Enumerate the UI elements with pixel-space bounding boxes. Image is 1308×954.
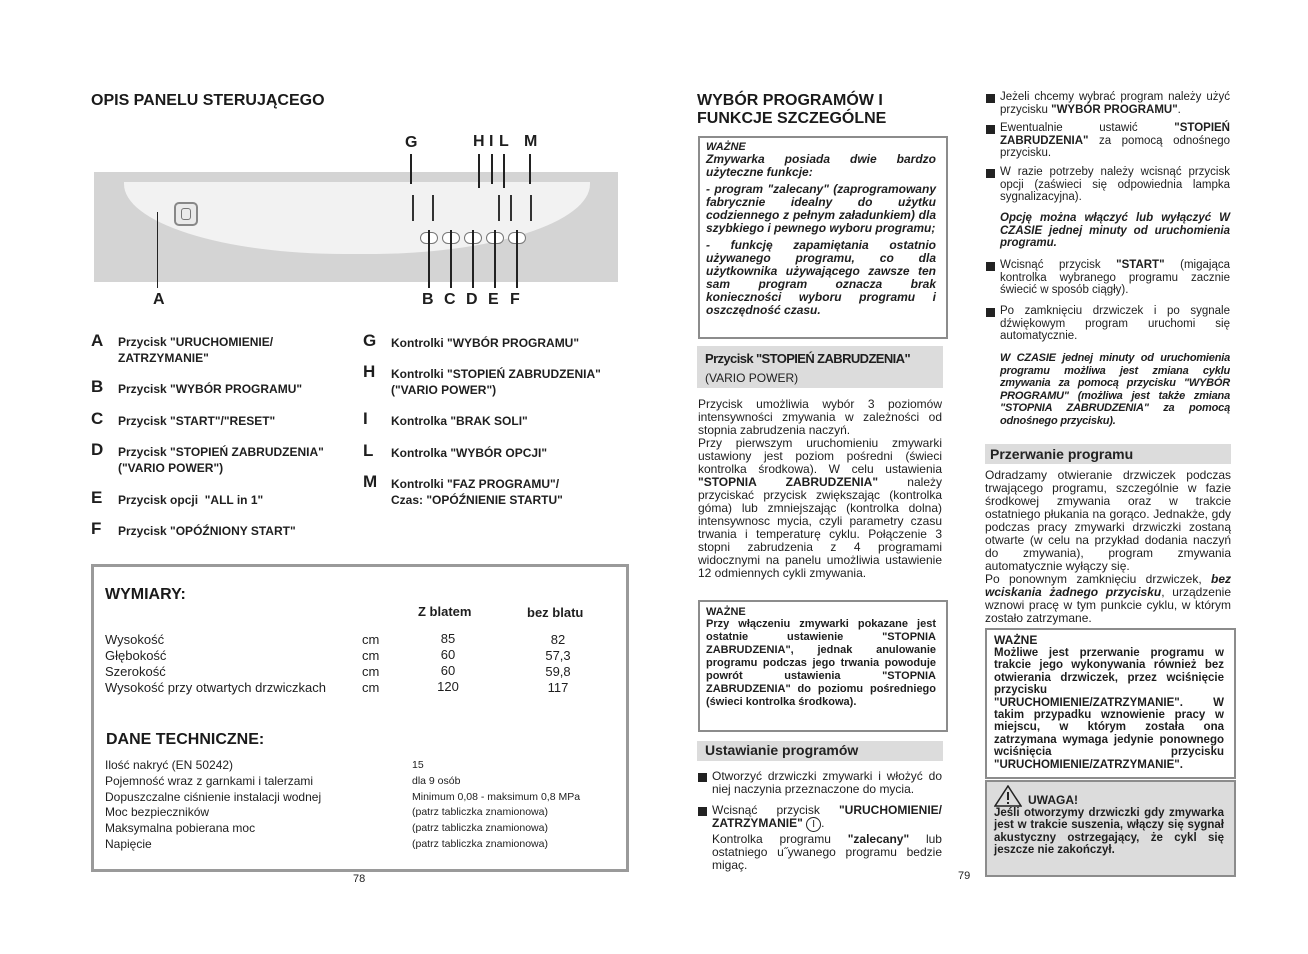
legend-text-g: Kontrolki "WYBÓR PROGRAMU" (391, 336, 580, 350)
fig-letter-e: E (488, 291, 499, 308)
dimensions-title: WYMIARY: (105, 586, 186, 603)
fig-letter-h: H (473, 133, 485, 150)
legend-text-m: Kontrolki "FAZ PROGRAMU"/ Czas: "OPÓŹNIENIE STARTU" (391, 477, 563, 507)
legend-text-a: Przycisk "URUCHOMIENIE/ ZATRZYMANIE" (118, 335, 274, 365)
legend-text-e: Przycisk opcji "ALL in 1" (118, 493, 264, 507)
leader-line-i (491, 154, 493, 184)
vario-power-text: Przycisk umożliwia wybór 3 poziomów intensywności zmywania w zależności od stopnia zabrudzenia naczyń. Przy pierwszym uruchomieniu zmywarki ustawiony jest poziom pośredni (świeci kontrolka środkowa). W celu ustawienia "STOPNIA ZABRUDZENIA" należy przyciskać przycisk zwiększając (kontrolka góma) lub zmniejszając (kontrolka dolna) intensywnosc mycia, czyli parametry czasu trwania i temperaturę cyklu. Połączenie 3 stopni zabrudzenia z 4 programami widocznymi na panelu umożliwia ustawienie 12 odmiennych cykli zmywania. (698, 397, 942, 580)
step-select-program: Jeżeli chcemy wybrać program należy użyć przycisku "WYBÓR PROGRAMU". (1000, 91, 1230, 116)
page-number-right: 79 (958, 870, 971, 882)
dimensions-with-top-values: 85 60 60 120 (437, 631, 459, 694)
control-panel-figure (94, 172, 618, 282)
leader-line-d (472, 230, 474, 288)
legend-key-i: I (363, 409, 368, 428)
leader-line-a (157, 212, 158, 288)
step-close-door: Po zamknięciu drzwiczek i po sygnale dźwiękowym program uruchomi się automatycznie. (1000, 305, 1230, 342)
leader-line-g (410, 154, 412, 184)
soil-level-leds-icon (480, 195, 500, 221)
legend-text-d: Przycisk "STOPIEŃ ZABRUDZENIA" ("VARIO POWER") (118, 445, 324, 475)
legend-key-d: D (91, 440, 104, 459)
dimensions-units: cm cm cm cm (362, 632, 380, 695)
leader-line-e (494, 230, 496, 288)
bullet-icon (986, 262, 995, 271)
legend-key-f: F (91, 519, 102, 538)
phase-leds-icon (510, 195, 532, 221)
legend-key-a: A (91, 331, 104, 350)
interrupt-program-heading: Przerwanie programu (985, 444, 1231, 464)
legend-key-c: C (91, 409, 104, 428)
fig-letter-g: G (405, 134, 418, 151)
leader-line-h (478, 154, 480, 188)
legend-text-l: Kontrolka "WYBÓR OPCJI" (391, 446, 548, 460)
dimensions-without-top-values: 82 57,3 59,8 117 (545, 632, 571, 695)
bullet-icon (986, 308, 995, 317)
leader-line-f (516, 230, 518, 288)
program-selection-title: WYBÓR PROGRAMÓW I FUNKCJE SZCZEGÓLNE (697, 92, 887, 127)
bullet-icon (986, 125, 995, 134)
fig-letter-f: F (510, 291, 520, 308)
program-led-text: Kontrolka programu "zalecany" lub ostatniego u˝ywanego programu bedzie migaç. (712, 832, 942, 872)
control-panel-face (124, 182, 590, 254)
step-set-soil-level: Ewentualnie ustawić "STOPIEŃ ZABRUDZENIA" za pomocą odnośnego przycisku. (1000, 122, 1230, 159)
bullet-icon (986, 94, 995, 103)
legend-text-f: Przycisk "OPÓŹNIONY START" (118, 524, 296, 538)
fig-letter-m: M (524, 133, 538, 150)
fig-letter-d: D (466, 291, 478, 308)
technical-data-labels: Ilość nakryć (EN 50242) Pojemność wraz z garnkami i talerzami Dopuszczalne ciśnienie instalacji wodnej Moc bezpieczników Maksymalna pobierana moc Napięcie (105, 758, 322, 851)
legend-key-g: G (363, 331, 377, 350)
leader-line-l (503, 154, 505, 188)
important-box-interrupt: WAŻNE Możliwe jest przerwanie programu w trakcie jego wykonywania również bez otwierania drzwiczek, przez wciśnięcie przycisku "URUCHOMIENIE/ZATRZYMANIE". W takim przypadku wznowienie pracy w miejscu, w którym została ona zatrzymana wymaga jedynie ponownego wciśnięcia przycisku "URUCHOMIENIE/ZATRZYMANIE". (985, 628, 1236, 779)
fig-letter-a: A (153, 291, 165, 308)
bullet-icon (698, 807, 707, 816)
vario-power-heading: Przycisk "STOPIEŃ ZABRUDZENIA" (VARIO POWER) (697, 346, 943, 388)
power-button-icon (174, 202, 198, 226)
panel-description-title: OPIS PANELU STERUJĄCEGO (91, 92, 325, 109)
fig-letter-l: L (499, 133, 509, 150)
legend-key-h: H (363, 362, 376, 381)
dimensions-col-with-top: Z blatem (418, 604, 472, 619)
leader-line-c (450, 230, 452, 288)
step-open-door: Otworzyć drzwiczki zmywarki i włożyć do niej naczynia przeznaczone do mycia. (712, 769, 942, 796)
legend-key-l: L (363, 441, 374, 460)
legend-key-b: B (91, 377, 104, 396)
step-press-start: Wcisnąć przycisk "START" (migająca kontrolka wybranego programu zacznie świecić w sposób ciągły). (1000, 259, 1230, 296)
step-press-power: Wcisnąć przycisk "URUCHOMIENIE/ ZATRZYMANIE" I . (712, 803, 942, 830)
legend-text-b: Przycisk "WYBÓR PROGRAMU" (118, 382, 303, 396)
legend-text-i: Kontrolka "BRAK SOLI" (391, 414, 528, 428)
step-option-button: W razie potrzeby należy wcisnąć przycisk opcji (zaświeci się odpowiednia lampka sygnalizacyjna). (1000, 166, 1230, 203)
fig-letter-i: I (489, 133, 494, 150)
legend-key-e: E (91, 488, 103, 507)
bullet-icon (698, 773, 707, 782)
interrupt-program-text: Odradzamy otwieranie drzwiczek podczas trwającego programu, szczególnie w fazie środkowej zmywania oraz w trakcie ostatniego płukania na gorąco. Jednakże, gdy podczas pracy zmywarki drzwiczki zostaną otwarte (w celu na przykład dodania naczyń do zmywania), program zmywania automatycznie wyłączy się. Po ponownym zamknięciu drzwiczek, bez wciskania żadnego przycisku, urządzenie wznowi pracę w tym punkcie cyklu, w którym zostało zatrzymane. (985, 468, 1231, 625)
technical-data-title: DANE TECHNICZNE: (106, 731, 265, 748)
warning-box-drying: UWAGA! Jeśli otworzymy drzwiczki gdy zmywarka jest w trakcie suszenia, włączy się sygnał akustyczny ostrzegający, że cykl się jeszcze nie zakończył. (985, 780, 1236, 877)
important-box-vario: WAŻNE Przy włączeniu zmywarki pokazane jest ostatnie ustawienie "STOPNIA ZABRUDZENIA", jednak anulowanie programu podczas jego trwania powoduje powrót ustawienia "STOPNIA ZABRUDZENIA" do poziomu pośredniego (świeci kontrolka środkowa). (698, 600, 948, 732)
program-leds-icon (412, 195, 434, 221)
legend-key-m: M (363, 472, 378, 491)
fig-letter-b: B (422, 291, 434, 308)
bullet-icon (986, 169, 995, 178)
fig-letter-c: C (444, 291, 456, 308)
leader-line-m (529, 154, 531, 184)
program-setting-heading: Ustawianie programów (697, 741, 943, 761)
page-number-left: 78 (353, 873, 366, 885)
dimensions-labels: Wysokość Głębokość Szerokość Wysokość przy otwartych drzwiczkach (105, 632, 326, 695)
dimensions-col-without-top: bez blatu (527, 605, 584, 620)
technical-data-values: 15 dla 9 osób Minimum 0,08 - maksimum 0,8 MPa (patrz tabliczka znamionowa) (patrz tabliczka znamionowa) (patrz tabliczka znamionowa) (412, 759, 581, 850)
power-symbol-icon: I (806, 817, 821, 832)
legend-text-h: Kontrolki "STOPIEŃ ZABRUDZENIA" ("VARIO POWER") (391, 367, 601, 397)
legend-text-c: Przycisk "START"/"RESET" (118, 414, 276, 428)
leader-line-b (428, 230, 430, 288)
option-note: Opcję można włączyć lub wyłączyć W CZASIE jednej minuty od uruchomienia programu. (1000, 212, 1230, 249)
warning-triangle-icon (994, 785, 1022, 807)
change-cycle-note: W CZASIE jednej minuty od uruchomienia programu możliwa jest zmiana cyklu zmywania za pomocą przycisku "WYBÓR PROGRAMU" (możliwa jest także zmiana "STOPNIA ZABRUDZENIA" za pomocą odnośnego przycisku). (1000, 352, 1230, 427)
important-box-functions: WAŻNE Zmywarka posiada dwie bardzo użyteczne funkcje: - program "zalecany" (zaprogramowany fabrycznie idealny do użytku codziennego z pełnym załadunkiem) dla szybkiego i pewnego wyboru programu; - funkcję zapamiętania ostatnio używanego programu, co dla użytkownika używającego zawsze ten sam program oznacza brak konieczności wyboru programu i oszczędność czasu. (698, 136, 948, 339)
